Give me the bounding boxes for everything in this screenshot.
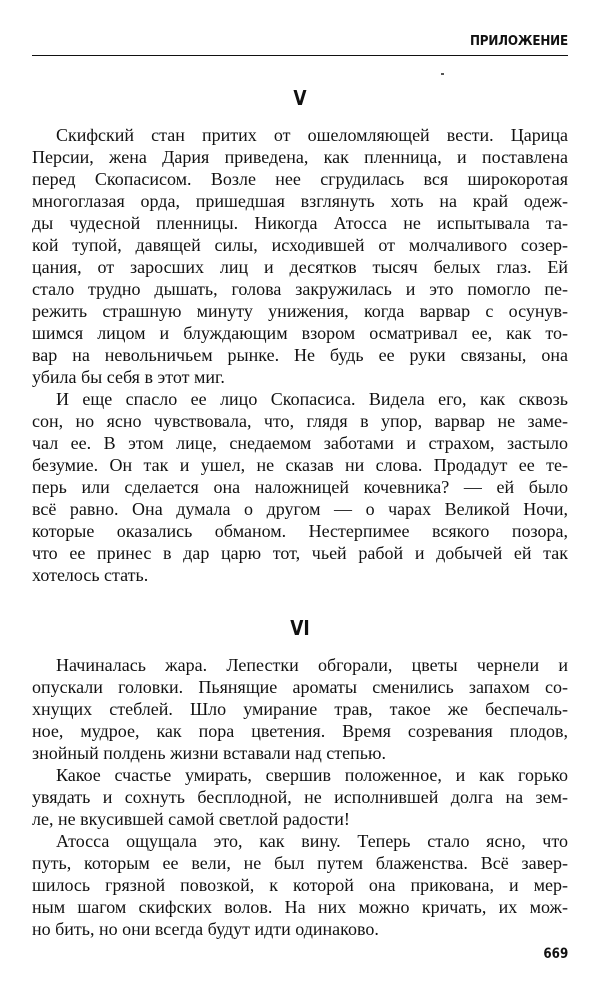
text-line: стало трудно дышать, голова закружилась и это помогло пе- <box>32 279 568 299</box>
section-heading-v: V <box>293 86 307 110</box>
text-line: многоглазая орда, пришедшая взглянуть хоть на край одеж- <box>32 191 568 211</box>
text-line: шимся лицом и блуждающим взором осматривал ее, как то- <box>32 323 568 343</box>
text-line: Персии, жена Дария приведена, как пленница, и поставлена <box>32 147 568 167</box>
text-line: сон, но ясно чувствовала, что, глядя в упор, варвар не заме- <box>32 411 568 431</box>
header-rule <box>32 55 568 56</box>
text-line: убила бы себя в этот миг. <box>32 367 225 387</box>
text-line: режить страшную минуту унижения, когда варвар с осунув- <box>32 301 568 321</box>
text-line: всё равно. Она думала о другом — о чарах Великой Ночи, <box>32 499 568 519</box>
text-line: Атосса ощущала это, как вину. Теперь стало ясно, что <box>56 831 568 851</box>
print-speck <box>441 73 444 75</box>
text-line: чал ее. В этом лице, снедаемом заботами и страхом, застыло <box>32 433 568 453</box>
text-line: перь или сделается она наложницей кочевника? — ей было <box>32 477 568 497</box>
text-line: шилось грязной повозкой, к которой она прикована, и мер- <box>32 875 568 895</box>
text-line: хнущих стеблей. Шло умирание трав, такое же беспечаль- <box>32 699 568 719</box>
text-line: безумие. Он так и ушел, не сказав ни слова. Продадут ее те- <box>32 455 568 475</box>
text-line: Какое счастье умирать, свершив положенное, и как горько <box>56 765 568 785</box>
text-line: вар на невольничьем рынке. Не будь ее руки связаны, она <box>32 345 568 365</box>
text-line: Начиналась жара. Лепестки обгорали, цветы чернели и <box>56 655 568 675</box>
running-head: ПРИЛОЖЕНИЕ <box>469 34 568 49</box>
text-line: но бить, но они всегда будут идти одинаково. <box>32 919 379 939</box>
text-line: знойный полдень жизни вставали над степью. <box>32 743 386 763</box>
text-line: путь, которым ее вели, не был путем блаженства. Всё завер- <box>32 853 568 873</box>
text-line: кой тупой, давящей силы, исходившей от молчаливого созер- <box>32 235 568 255</box>
text-line: что ее принес в дар царю тот, чьей рабой и добычей ей так <box>32 543 568 563</box>
text-line: цания, от заросших лиц и десятков тысяч белых глаз. Ей <box>32 257 568 277</box>
text-line: ное, мудрое, как пора цветения. Время созревания плодов, <box>32 721 568 741</box>
section-vi-text <box>32 654 568 940</box>
page-number: 669 <box>543 946 568 962</box>
text-line: увядать и сохнуть бесплодной, не исполнившей долга на зем- <box>32 787 568 807</box>
text-line: которые оказались обманом. Нестерпимее всякого позора, <box>32 521 568 541</box>
text-line: И еще спасло ее лицо Скопасиса. Видела его, как сквозь <box>56 389 568 409</box>
section-heading-vi: VI <box>290 616 310 640</box>
text-line: опускали головки. Пьянящие ароматы сменились запахом со- <box>32 677 568 697</box>
text-line: Скифский стан притих от ошеломляющей вести. Царица <box>56 125 568 145</box>
section-v-text <box>32 124 568 586</box>
text-line: ным шагом скифских волов. На них можно кричать, их мож- <box>32 897 568 917</box>
text-line: хотелось стать. <box>32 565 149 585</box>
text-line: ле, не вкусившей самой светлой радости! <box>32 809 350 829</box>
text-line: ды чудесной пленницы. Никогда Атосса не испытывала та- <box>32 213 568 233</box>
text-line: перед Скопасисом. Возле нее сгрудилась вся широкоротая <box>32 169 568 189</box>
